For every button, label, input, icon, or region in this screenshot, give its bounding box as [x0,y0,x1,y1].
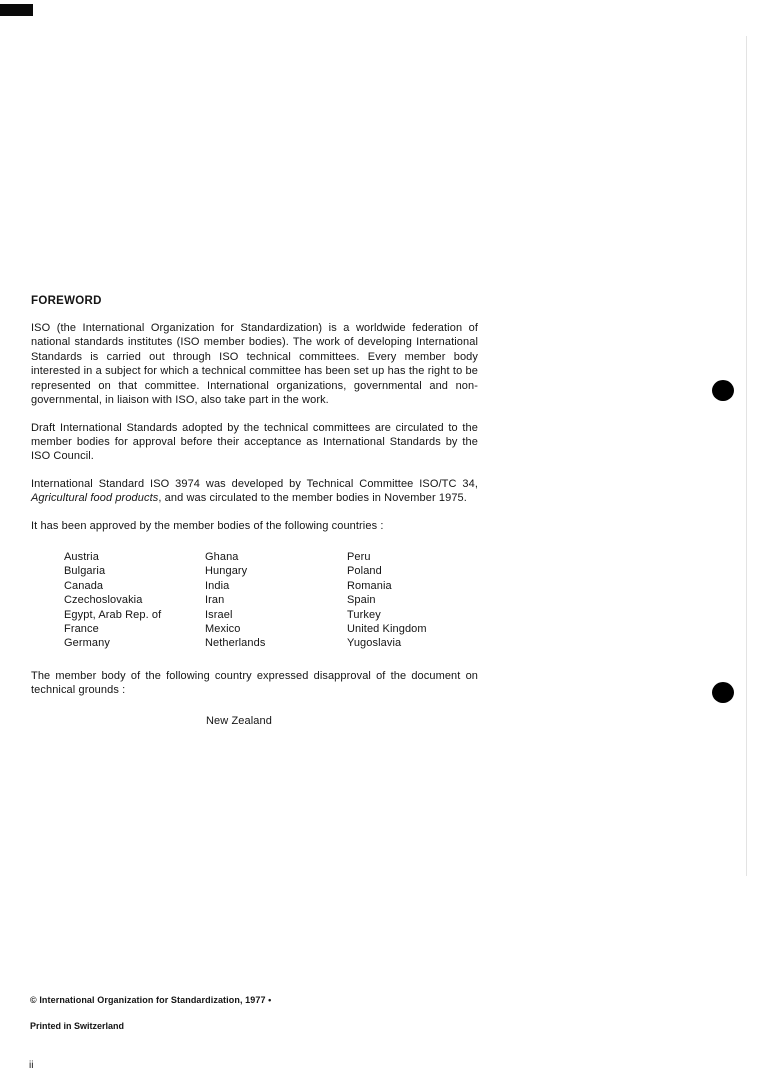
approved-intro: It has been approved by the member bodies of the following countries : [31,519,384,532]
paragraph-iso-3974-pre: International Standard ISO 3974 was developed by Technical Committee ISO/TC 34, [31,477,478,490]
printed-in-line: Printed in Switzerland [30,1021,125,1031]
scan-artifact-mark [0,4,33,16]
country-name: Iran [205,594,225,607]
country-name: Egypt, Arab Rep. of [64,608,162,621]
country-name: Czechoslovakia [64,594,143,607]
country-name: Germany [64,637,110,650]
country-name: Romania [347,579,392,592]
countries-column-2 [205,550,347,651]
foreword-heading: FOREWORD [31,295,102,307]
country-name: Spain [347,594,376,607]
paragraph-draft-standards: Draft International Standards adopted by the technical committees are circulated to the member bodies for approval before their acceptance as International Standards by the ISO Council. [31,421,478,463]
country-name: Netherlands [205,637,266,650]
country-name: Bulgaria [64,565,106,578]
country-name: Mexico [205,622,241,635]
country-name: France [64,622,99,635]
country-name: Ghana [205,550,239,563]
country-name: United Kingdom [347,622,427,635]
disapproval-text: The member body of the following country expressed disapproval of the document on technical grounds : [31,669,478,697]
disapproval-country: New Zealand [206,714,272,727]
countries-column-3 [347,550,478,651]
country-name: Israel [205,608,233,621]
countries-column-1 [64,550,205,651]
country-name: Yugoslavia [347,637,402,650]
paragraph-iso-federation: ISO (the International Organization for Standardization) is a worldwide federation of national standards institutes (ISO member bodies). The work of developing International Standards is carried out through ISO technical committees. Every member body interested in a subject for which a technical committee has been set up has the right to be represented on that committee. International organizations, governmental and non-governmental, in liaison with ISO, also take part in the work. [31,322,478,407]
registration-dot-top [712,380,734,401]
paragraph-iso-3974-title: Agricultural food products [31,492,159,505]
foreword-section [31,294,478,728]
countries-list [31,550,478,651]
country-name: India [205,579,230,592]
country-name: Canada [64,579,104,592]
page-edge-line [746,36,747,876]
copyright-line: © International Organization for Standardization, 1977 • [30,995,272,1005]
page-number: ii [29,1060,34,1071]
country-name: Turkey [347,608,381,621]
country-name: Austria [64,550,99,563]
country-name: Peru [347,550,371,563]
country-name: Hungary [205,565,248,578]
registration-dot-bottom [712,682,734,703]
country-name: Poland [347,565,382,578]
paragraph-iso-3974-post: , and was circulated to the member bodies in November 1975. [158,492,467,505]
paragraph-iso-3974 [31,477,478,506]
